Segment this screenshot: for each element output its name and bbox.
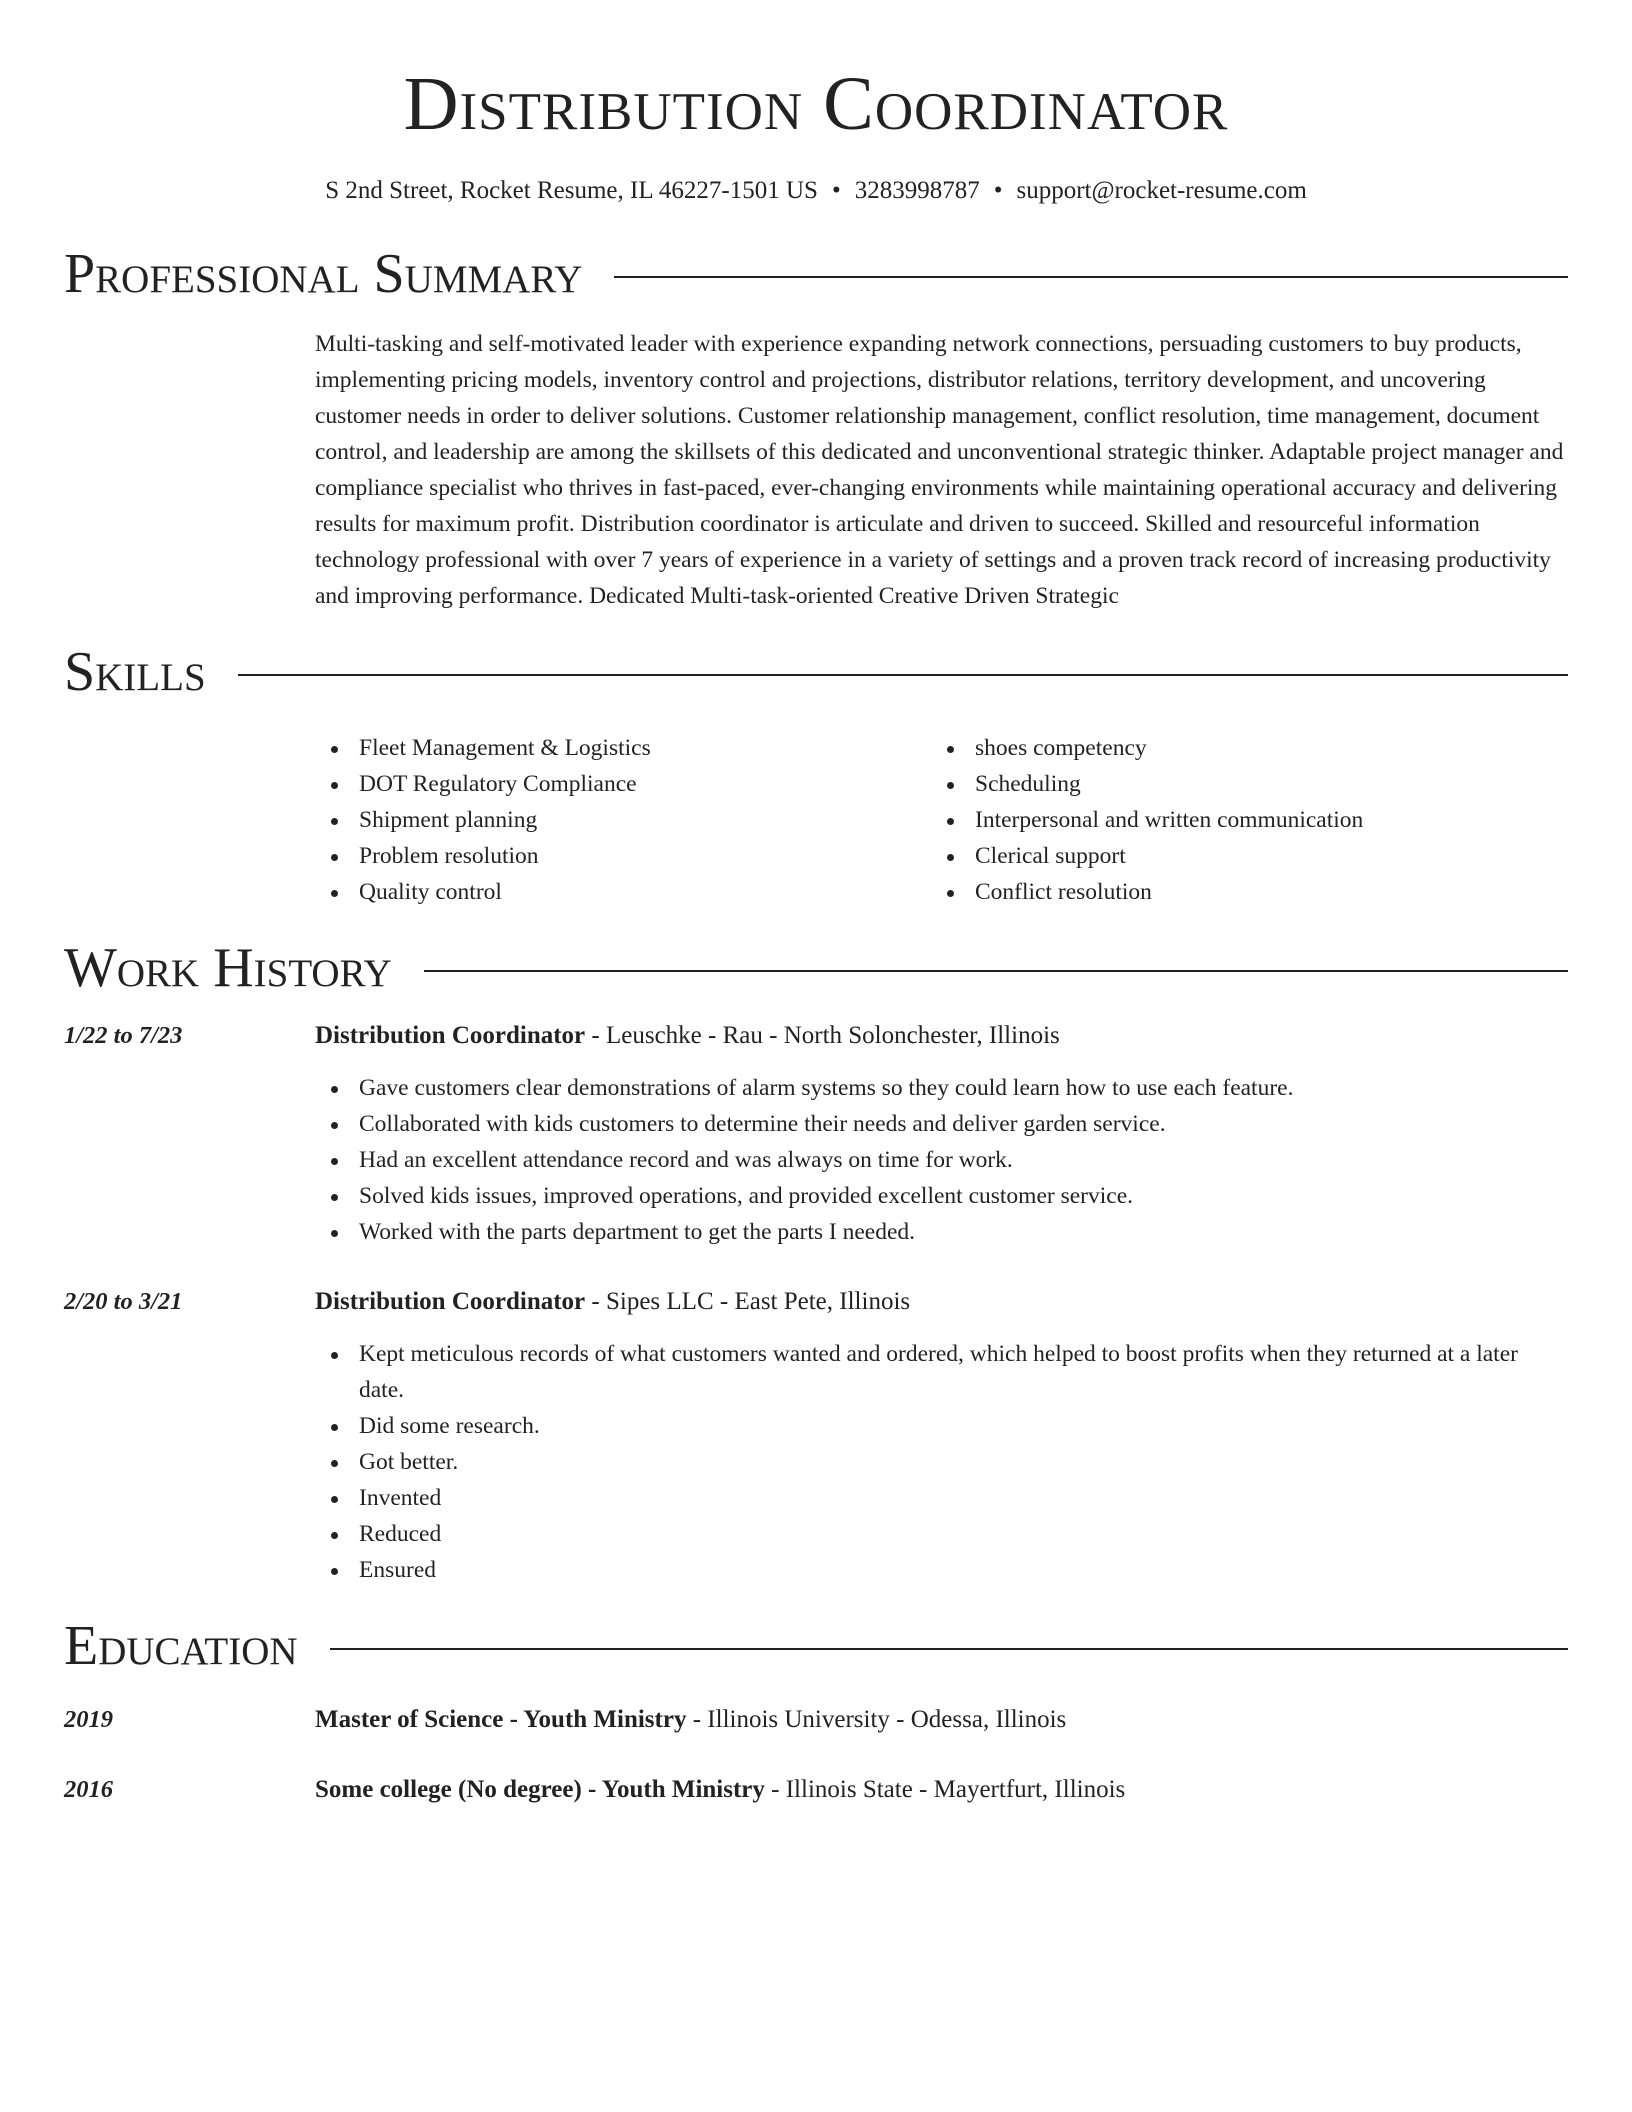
skill-item: shoes competency <box>931 730 1547 766</box>
job-bullet: Ensured <box>315 1552 1568 1588</box>
job-bullet: Collaborated with kids customers to determine their needs and deliver garden service. <box>315 1106 1568 1142</box>
skill-item: Clerical support <box>931 838 1547 874</box>
skills-section-header <box>64 641 1568 703</box>
education-entry <box>64 1772 1568 1808</box>
skill-item: Fleet Management & Logistics <box>315 730 931 766</box>
skills-list <box>315 730 1568 910</box>
section-divider <box>238 674 1568 676</box>
job-dates: 2/20 to 3/21 <box>64 1288 183 1315</box>
contact-phone: 3283998787 <box>854 177 980 204</box>
section-divider <box>424 970 1568 972</box>
job-entry <box>64 1018 1568 1250</box>
job-bullet: Got better. <box>315 1444 1568 1480</box>
education-body <box>315 1772 1568 1808</box>
job-bullet: Had an excellent attendance record and was always on time for work. <box>315 1142 1568 1178</box>
job-bullets <box>315 1070 1568 1250</box>
job-bullet: Gave customers clear demonstrations of alarm systems so they could learn how to use each feature. <box>315 1070 1568 1106</box>
education-year: 2016 <box>64 1776 113 1803</box>
job-position: Distribution Coordinator <box>315 1288 586 1315</box>
education-degree: Some college (No degree) - Youth Ministry <box>315 1776 765 1803</box>
job-headline <box>315 1284 1568 1320</box>
job-position: Distribution Coordinator <box>315 1022 586 1049</box>
job-details: - Sipes LLC - East Pete, Illinois <box>585 1288 911 1315</box>
job-dates: 1/22 to 7/23 <box>64 1022 183 1049</box>
job-bullets <box>315 1336 1568 1588</box>
summary-text: Multi-tasking and self-motivated leader with experience expanding network connections, persuading customers to buy products, implementing pricing models, inventory control and projections, distributor relations, territory development, and uncovering customer needs in order to deliver solutions. Customer relationship management, conflict resolution, time management, document control, and leadership are among the skillsets of this dedicated and unconventional strategic thinker. Adaptable project manager and compliance specialist who thrives in fast-paced, ever-changing environments while maintaining operational accuracy and delivering results for maximum profit. Distribution coordinator is articulate and driven to succeed. Skilled and resourceful information technology professional with over 7 years of experience in a variety of settings and a proven track record of increasing productivity and improving performance. Dedicated Multi-task-oriented Creative Driven Strategic <box>315 331 1564 609</box>
contact-line <box>64 176 1568 206</box>
job-body <box>315 1284 1568 1588</box>
education-year: 2019 <box>64 1706 113 1733</box>
education-title: Education <box>64 1615 298 1677</box>
job-bullet: Invented <box>315 1480 1568 1516</box>
candidate-name: Distribution Coordinator <box>403 62 1229 146</box>
skill-item: Quality control <box>315 874 931 910</box>
contact-address: S 2nd Street, Rocket Resume, IL 46227-1501 US <box>325 177 818 204</box>
skill-item: Problem resolution <box>315 838 931 874</box>
job-headline <box>315 1018 1568 1054</box>
summary-section-header <box>64 243 1568 305</box>
skill-item: Scheduling <box>931 766 1547 802</box>
education-body <box>315 1702 1568 1738</box>
education-details: - Illinois State - Mayertfurt, Illinois <box>764 1776 1126 1803</box>
contact-email: support@rocket-resume.com <box>1016 177 1307 204</box>
section-divider <box>614 276 1568 278</box>
section-divider <box>330 1648 1568 1650</box>
job-bullet: Did some research. <box>315 1408 1568 1444</box>
work-title: Work History <box>64 937 392 999</box>
contact-separator: • <box>831 177 841 204</box>
job-details: - Leuschke - Rau - North Solonchester, Illinois <box>585 1022 1060 1049</box>
job-bullet: Solved kids issues, improved operations, and provided excellent customer service. <box>315 1178 1568 1214</box>
contact-separator: • <box>993 177 1003 204</box>
skills-column-left <box>315 730 931 910</box>
education-headline <box>315 1772 1568 1808</box>
work-section-header <box>64 937 1568 999</box>
skill-item: DOT Regulatory Compliance <box>315 766 931 802</box>
job-bullet: Kept meticulous records of what customers wanted and ordered, which helped to boost profits when they returned at a later date. <box>315 1336 1568 1408</box>
education-degree: Master of Science - Youth Ministry <box>315 1706 687 1733</box>
skill-item: Shipment planning <box>315 802 931 838</box>
education-section-header <box>64 1615 1568 1677</box>
job-bullet: Reduced <box>315 1516 1568 1552</box>
job-entry <box>64 1284 1568 1588</box>
skills-title: Skills <box>64 641 206 703</box>
skill-item: Interpersonal and written communication <box>931 802 1547 838</box>
education-headline <box>315 1702 1568 1738</box>
education-details: - Illinois University - Odessa, Illinois <box>686 1706 1067 1733</box>
job-bullet: Worked with the parts department to get the parts I needed. <box>315 1214 1568 1250</box>
skills-column-right <box>931 730 1547 910</box>
education-entry <box>64 1702 1568 1738</box>
skill-item: Conflict resolution <box>931 874 1547 910</box>
job-body <box>315 1018 1568 1250</box>
summary-title: Professional Summary <box>64 243 583 305</box>
